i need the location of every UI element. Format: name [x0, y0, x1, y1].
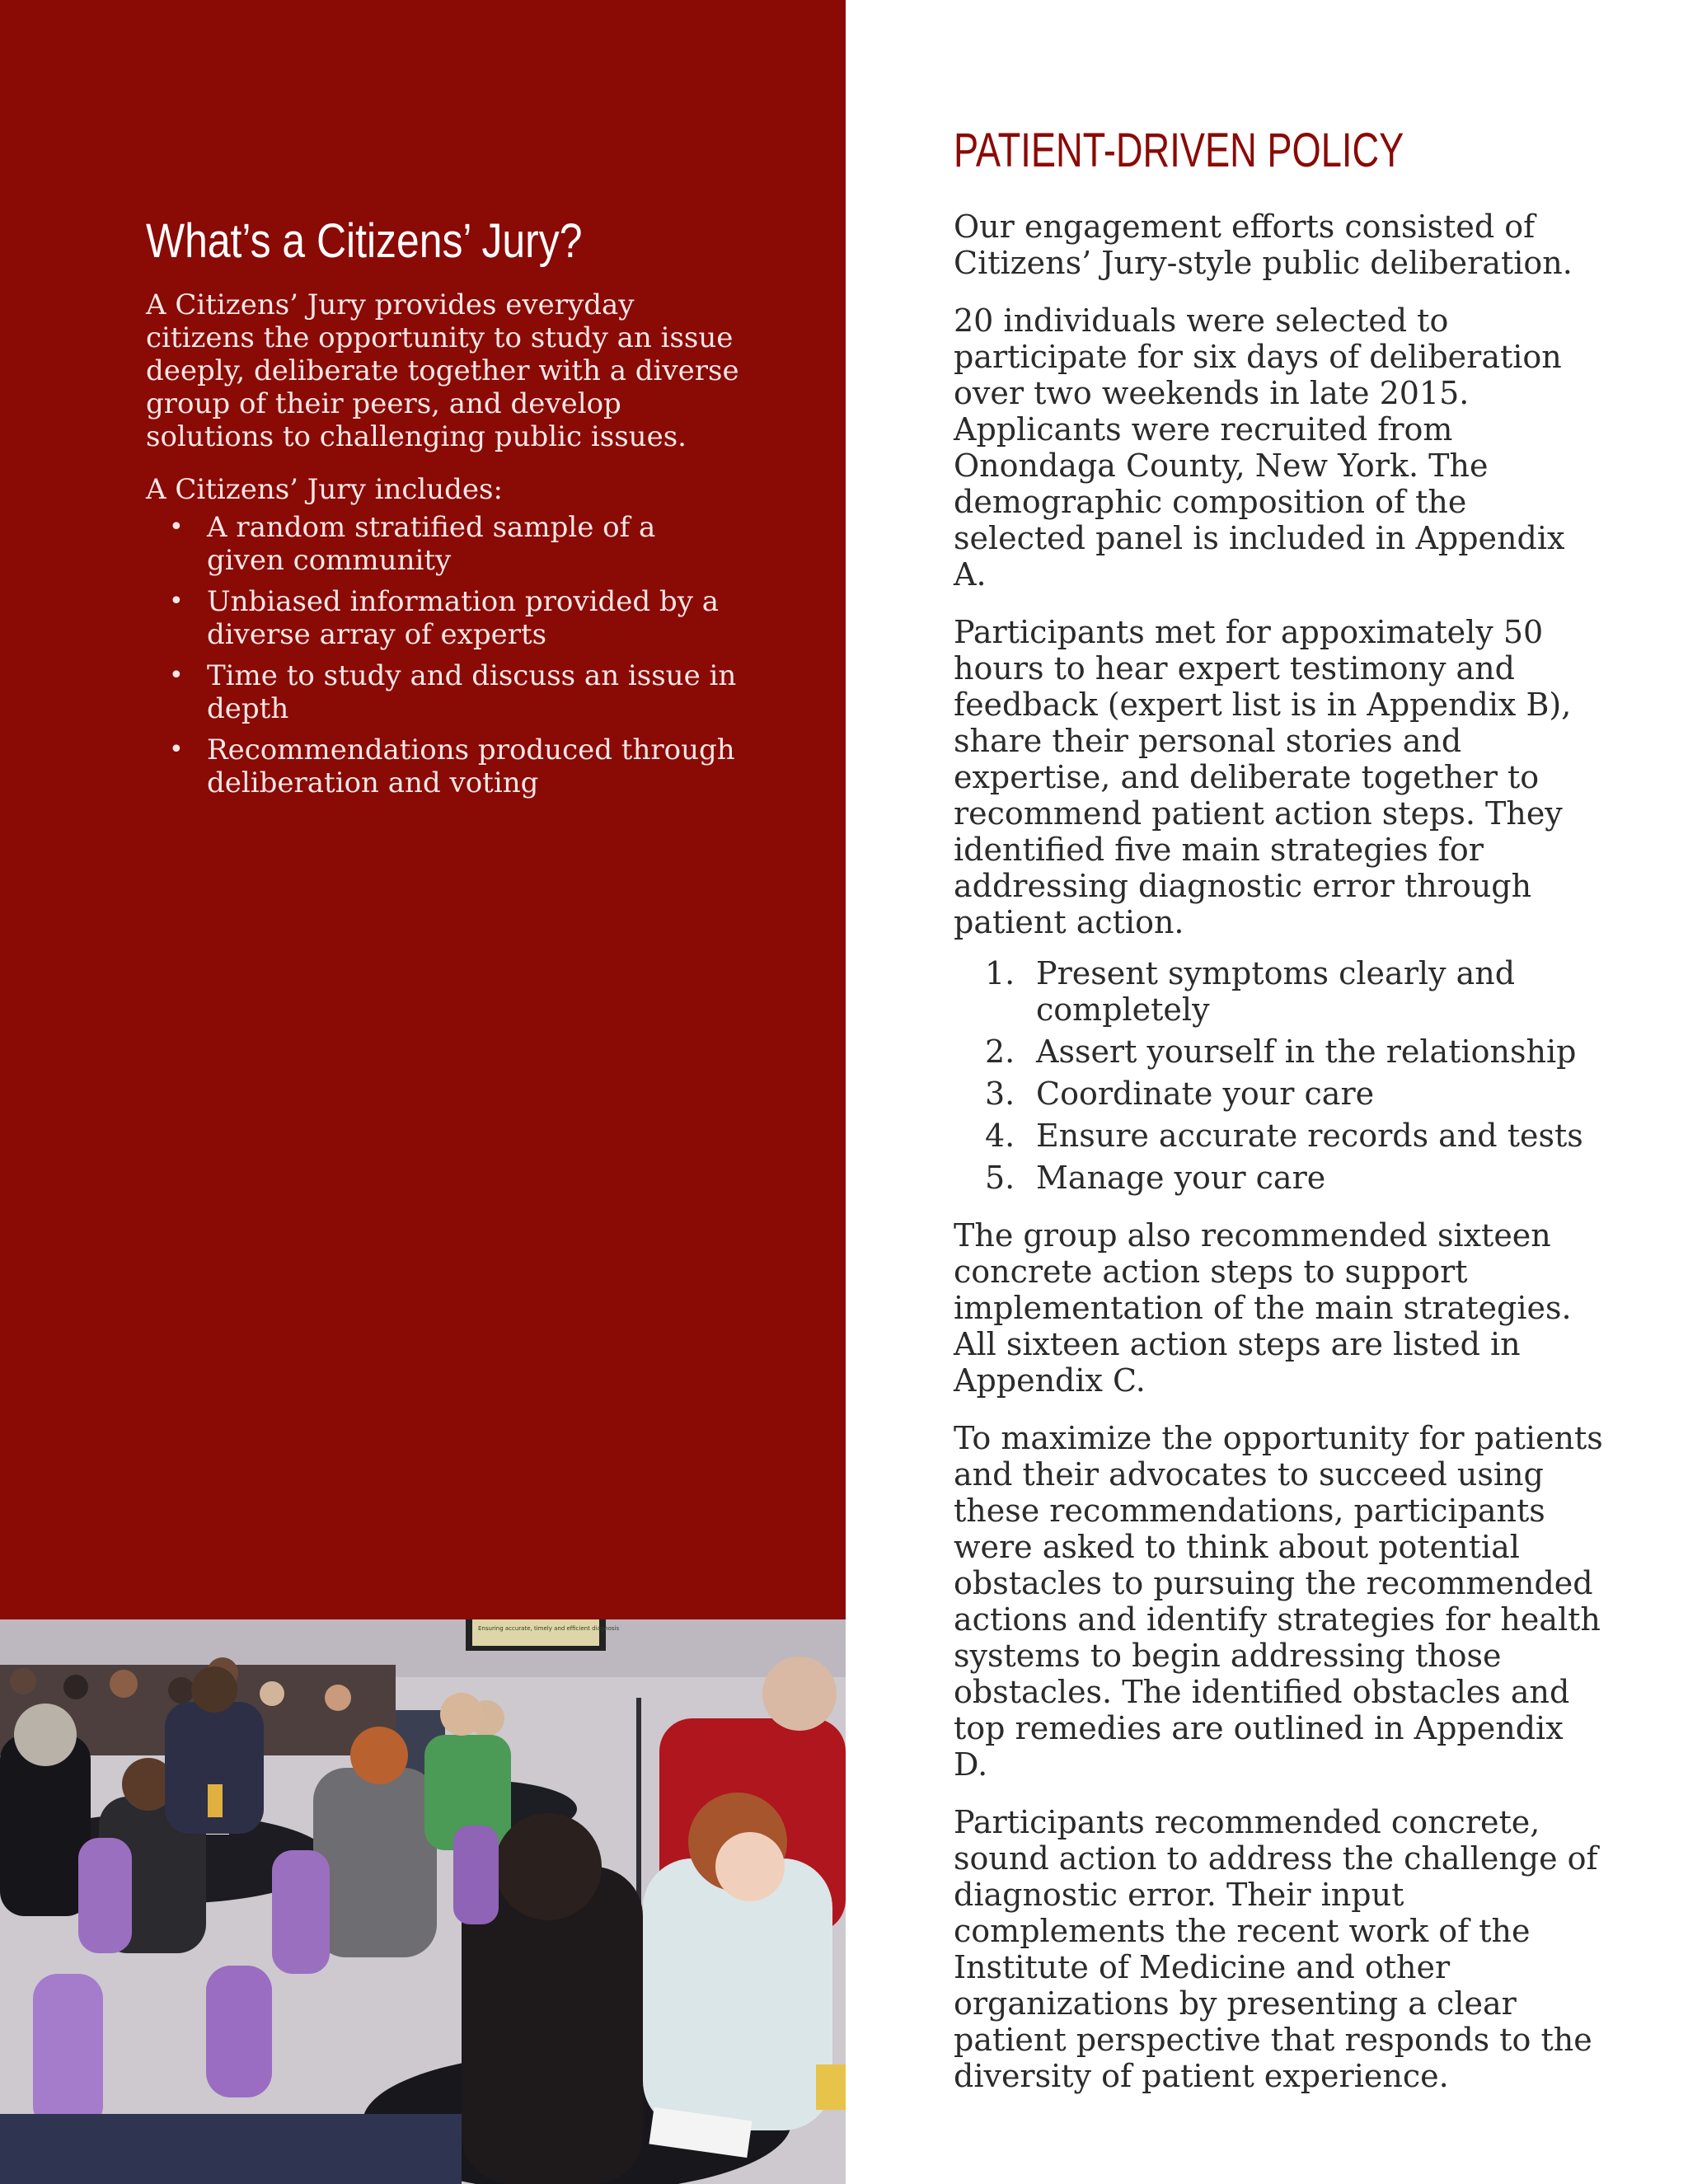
list-item	[146, 585, 739, 651]
chair	[272, 1850, 330, 1974]
carpet	[0, 2114, 462, 2184]
list-item	[954, 1033, 1605, 1070]
attendee-head	[440, 1693, 483, 1736]
attendee-head	[350, 1727, 408, 1784]
bullet-icon: •	[169, 513, 184, 541]
attendee	[643, 1858, 832, 2130]
attendee-head	[191, 1666, 237, 1713]
strategies-list	[954, 955, 1605, 1196]
attendee-head	[110, 1670, 138, 1698]
sidebar-panel	[0, 0, 846, 1619]
sidebar-title: What’s a Citizens’ Jury?	[146, 214, 583, 268]
sidebar-body	[146, 288, 739, 808]
bullet-icon: •	[169, 587, 184, 616]
list-item-text: Assert yourself in the relationship	[1036, 1033, 1577, 1070]
list-item-text: Ensure accurate records and tests	[1036, 1118, 1583, 1154]
attendee-head	[63, 1675, 88, 1699]
slide-text: Ensuring accurate, timely and efficient diagnosis	[478, 1625, 620, 1632]
bullet-icon: •	[169, 661, 184, 690]
list-item	[146, 733, 739, 799]
deliberation-photo	[0, 1619, 846, 2184]
list-item-text: Manage your care	[1036, 1160, 1326, 1196]
photo-illustration	[0, 1619, 846, 2184]
attendee-face	[715, 1832, 785, 1901]
list-item-text: Recommendations produced through deliberation and voting	[207, 733, 735, 799]
list-number: 1.	[985, 955, 1015, 991]
attendee-head	[325, 1685, 351, 1711]
list-item	[954, 955, 1605, 1028]
paragraph: 20 individuals were selected to participate for six days of deliberation over two weekends in late 2015. Applicants were recruited from Onondaga County, New York. The demographic composition of the selected panel is included in Appendix A.	[954, 302, 1565, 593]
list-number: 3.	[985, 1076, 1015, 1112]
list-item-text: Present symptoms clearly and completely	[1036, 955, 1516, 1028]
attendee-head	[14, 1704, 77, 1766]
list-item-text: Coordinate your care	[1036, 1076, 1375, 1112]
chair	[78, 1838, 132, 1953]
attendee-head	[168, 1677, 195, 1704]
attendee	[313, 1768, 437, 1957]
paragraph: The group also recommended sixteen concrete action steps to support implementation of the main strategies. All sixteen action steps are listed in Appendix C.	[954, 1217, 1572, 1399]
list-item	[954, 1076, 1605, 1112]
bullet-icon: •	[169, 735, 184, 764]
attendee-head	[10, 1668, 36, 1694]
paragraph: To maximize the opportunity for patients and their advocates to succeed using these recommendations, participants were asked to think about potential obstacles to pursuing the recommended actions and identify strategies for health systems to begin addressing those obstacles. The identified obstacles and top remedies are outlined in Appendix D.	[954, 1420, 1603, 1783]
sidebar-intro: A Citizens’ Jury provides everyday citizens the opportunity to study an issue deeply, deliberate together with a diverse group of their peers, and develop solutions to challenging public issues.	[146, 288, 739, 453]
list-item	[146, 659, 739, 725]
paragraph: Participants met for appoximately 50 hours to hear expert testimony and feedback (expert list is in Appendix B), share their personal stories and expertise, and deliberate together to recommend patient action steps. They identified five main strategies for addressing diagnostic error through patient action.	[954, 614, 1572, 940]
cup	[816, 2064, 846, 2110]
page-title: PATIENT-DRIVEN POLICY	[954, 124, 1404, 177]
list-item-text: A random stratified sample of a given community	[207, 511, 656, 577]
sidebar-list	[146, 511, 739, 799]
list-item	[954, 1118, 1605, 1154]
list-item-text: Unbiased information provided by a diverse array of experts	[207, 585, 719, 651]
list-number: 5.	[985, 1160, 1015, 1196]
list-item-text: Time to study and discuss an issue in depth	[207, 659, 737, 725]
attendee-head	[495, 1813, 602, 1920]
main-body	[954, 209, 1605, 2116]
list-number: 4.	[985, 1118, 1015, 1154]
paragraph: Participants recommended concrete, sound action to address the challenge of diagnostic error. Their input complements the recent work of the Institute of Medicine and other organizations by presenting a clear patient perspective that responds to the diversity of patient experience.	[954, 1804, 1598, 2094]
attendee-head	[260, 1681, 284, 1706]
slide	[472, 1619, 599, 1646]
chair	[206, 1966, 272, 2097]
list-number: 2.	[985, 1033, 1015, 1070]
chair	[453, 1825, 499, 1924]
sidebar-includes-label: A Citizens’ Jury includes:	[146, 473, 503, 506]
paragraph: Our engagement efforts consisted of Citizens’ Jury-style public deliberation.	[954, 209, 1573, 281]
attendee-head	[762, 1657, 837, 1731]
list-item	[954, 1160, 1605, 1196]
list-item	[146, 511, 739, 577]
chair	[33, 1974, 103, 2130]
cup	[208, 1784, 223, 1817]
